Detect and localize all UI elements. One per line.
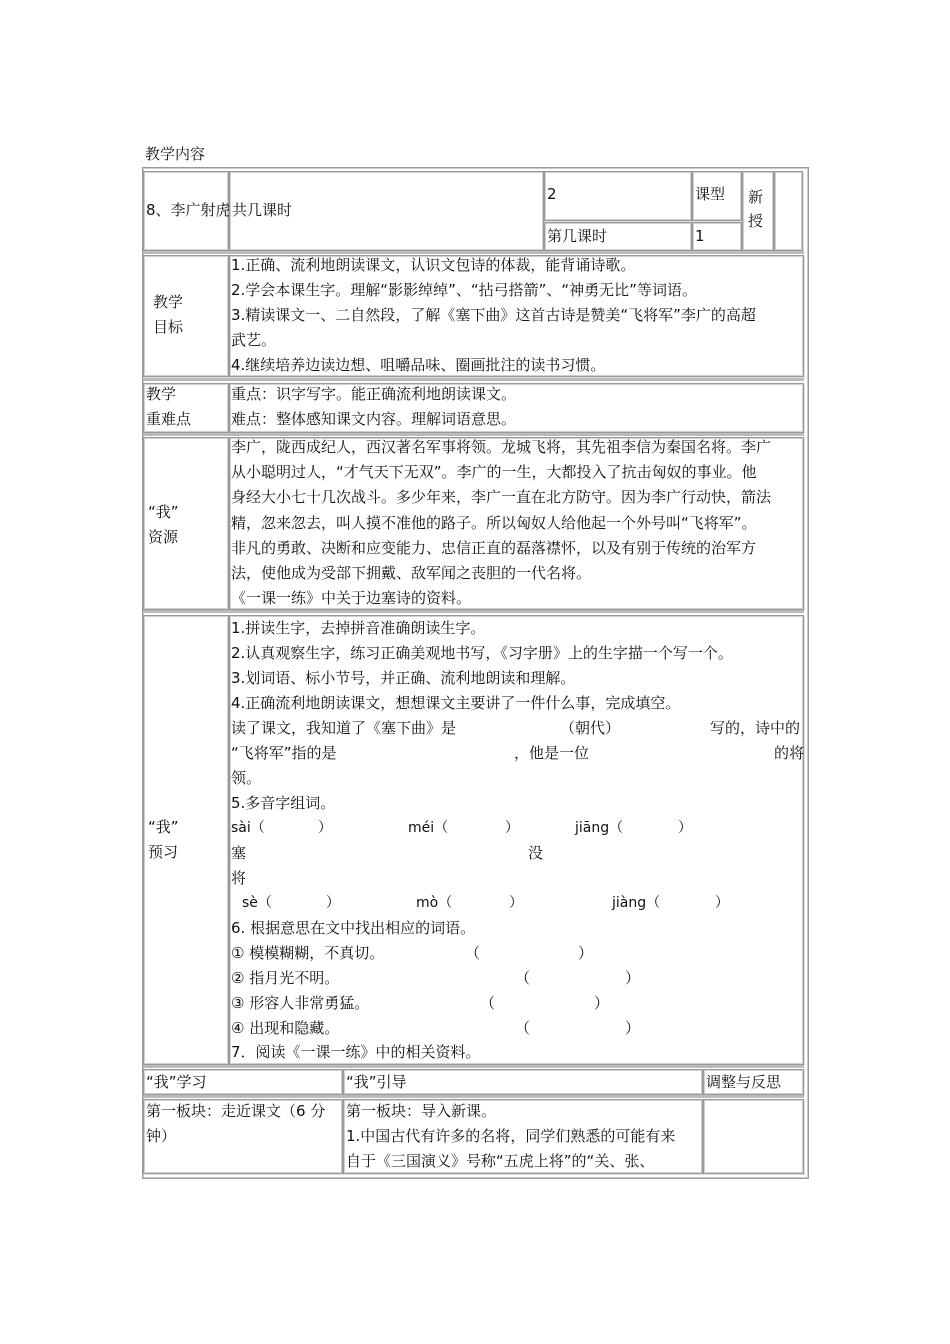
paren-close: ） bbox=[505, 820, 519, 836]
row-separator bbox=[143, 251, 804, 254]
goal-line: 2.学会本课生字。理解“影影绰绰”、“拈弓搭箭”、“神勇无比”等词语。 bbox=[231, 281, 697, 299]
paren-open: （ bbox=[480, 994, 496, 1012]
char-jiang: 将 bbox=[231, 869, 247, 887]
fill-blank-text: “飞将军”指的是 bbox=[231, 744, 337, 762]
paren-close: ） bbox=[318, 820, 332, 836]
resource-line: 精，忽来忽去，叫人摸不准他的路子。所以匈奴人给他起一个外号叫“飞将军”。 bbox=[231, 514, 757, 532]
goal-line: 3.精读课文一、二自然段，了解《塞下曲》这首古诗是赞美“飞将军”李广的高超 bbox=[231, 306, 756, 324]
row-separator bbox=[143, 1095, 804, 1098]
resource-line: 身经大小七十几次战斗。多少年来，李广一直在北方防守。因为李广行动快，箭法 bbox=[231, 488, 772, 506]
hard-point: 难点：整体感知课文内容。理解词语意思。 bbox=[231, 410, 517, 428]
row-separator bbox=[143, 433, 804, 436]
fill-blank-text: ，他是一位 bbox=[514, 744, 590, 762]
row-separator bbox=[143, 378, 804, 381]
goal-line: 武艺。 bbox=[231, 331, 277, 349]
paren-close: ） bbox=[326, 895, 340, 911]
paren-close: ） bbox=[678, 820, 692, 836]
resources-label-2: 资源 bbox=[148, 528, 179, 546]
learn-text: 钟） bbox=[146, 1127, 177, 1145]
pinyin-jiang-1: jiāng（ bbox=[575, 820, 624, 836]
preview-item: 7．阅读《一课一练》中的相关资料。 bbox=[231, 1043, 481, 1061]
key-point: 重点：识字写字。能正确流利地朗读课文。 bbox=[231, 385, 517, 403]
goals-label-1: 教学 bbox=[153, 293, 184, 311]
preview-item: 1.拼读生字，去掉拼音准确朗读生字。 bbox=[231, 619, 486, 637]
preview-label-1: “我” bbox=[148, 818, 179, 836]
section-heading: 教学内容 bbox=[145, 145, 206, 163]
fill-blank-text: 读了课文，我知道了《塞下曲》是 bbox=[231, 719, 457, 737]
reflect-header: 调整与反思 bbox=[706, 1073, 782, 1091]
lesson-type-value-2: 授 bbox=[748, 212, 764, 230]
resource-line: 从小聪明过人，“才气天下无双”。李广的一生，大都投入了抗击匈奴的事业。他 bbox=[231, 463, 757, 481]
paren-close: ） bbox=[625, 969, 641, 987]
cell-preview-label bbox=[143, 615, 229, 1065]
pinyin-mei: méi（ bbox=[408, 820, 449, 836]
resource-line: 李广，陇西成纪人，西汉著名军事将领。龙城飞将，其先祖李信为秦国名将。李广 bbox=[231, 438, 772, 456]
lesson-type-value-1: 新 bbox=[748, 188, 764, 206]
question: ④ 出现和隐藏。 bbox=[231, 1019, 340, 1037]
pinyin-sai: sài（ bbox=[231, 820, 265, 836]
preview-item: 6. 根据意思在文中找出相应的词语。 bbox=[231, 919, 476, 937]
which-lesson-label: 第几课时 bbox=[547, 227, 608, 245]
resource-line: 《一课一练》中关于边塞诗的资料。 bbox=[231, 589, 472, 607]
preview-item: 5.多音字组词。 bbox=[231, 794, 336, 812]
paren-open: （ bbox=[465, 944, 481, 962]
paren-close: ） bbox=[715, 895, 729, 911]
cell-total-value bbox=[544, 171, 692, 221]
which-lesson-value: 1 bbox=[695, 227, 705, 245]
learn-header: “我”学习 bbox=[146, 1073, 207, 1091]
pinyin-se: sè（ bbox=[242, 895, 272, 911]
resource-line: 法，使他成为受部下拥戴、敌军闻之丧胆的一代名将。 bbox=[231, 564, 592, 582]
difficulty-label-2: 重难点 bbox=[146, 410, 192, 428]
cell-goals-label bbox=[143, 255, 229, 377]
preview-item: 2.认真观察生字，练习正确美观地书写，《习字册》上的生字描一个写一个。 bbox=[231, 644, 733, 662]
total-lessons-label: 共几课时 bbox=[232, 201, 293, 219]
lesson-title: 8、李广射虎 bbox=[146, 201, 231, 219]
goals-label-2: 目标 bbox=[153, 318, 184, 336]
guide-text: 自于《三国演义》号称“五虎上将”的“关、张、 bbox=[346, 1152, 655, 1170]
resources-label-1: “我” bbox=[148, 503, 179, 521]
pinyin-mo: mò（ bbox=[416, 895, 453, 911]
guide-text: 1.中国古代有许多的名将，同学们熟悉的可能有来 bbox=[346, 1127, 676, 1145]
difficulty-label-1: 教学 bbox=[146, 385, 177, 403]
preview-item: 3.划词语、标小节号，并正确、流利地朗读和理解。 bbox=[231, 669, 576, 687]
lesson-type-label: 课型 bbox=[695, 185, 726, 203]
row-separator bbox=[143, 1065, 804, 1068]
fill-blank-text: 的将 bbox=[774, 744, 805, 762]
question: ② 指月光不明。 bbox=[231, 969, 340, 987]
paren-close: ） bbox=[625, 1019, 641, 1037]
preview-item: 4.正确流利地朗读课文，想想课文主要讲了一件什么事，完成填空。 bbox=[231, 694, 681, 712]
paren-open: （ bbox=[515, 1019, 531, 1037]
paren-close: ） bbox=[578, 944, 594, 962]
char-sai: 塞 bbox=[231, 844, 247, 862]
pinyin-jiang-2: jiàng（ bbox=[612, 895, 661, 911]
paren-close: ） bbox=[509, 895, 523, 911]
goal-line: 4.继续培养边读边想、咀嚼品味、圈画批注的读书习惯。 bbox=[231, 356, 606, 374]
paren-close: ） bbox=[594, 994, 610, 1012]
guide-header: “我”引导 bbox=[346, 1073, 407, 1091]
paren-open: （ bbox=[515, 969, 531, 987]
goal-line: 1.正确、流利地朗读课文，认识文包诗的体裁，能背诵诗歌。 bbox=[231, 256, 636, 274]
char-mei: 没 bbox=[528, 844, 544, 862]
total-lessons-value: 2 bbox=[547, 185, 557, 203]
cell-type-value bbox=[742, 171, 774, 251]
fill-blank-text: 领。 bbox=[231, 769, 262, 787]
fill-blank-text: 写的，诗中的 bbox=[710, 719, 801, 737]
resource-line: 非凡的勇敢、决断和应变能力、忠信正直的磊落襟怀，以及有别于传统的治军方 bbox=[231, 539, 757, 557]
question: ① 模模糊糊，不真切。 bbox=[231, 944, 385, 962]
fill-blank-text: （朝代） bbox=[560, 719, 621, 737]
guide-text: 第一板块：导入新课。 bbox=[346, 1102, 497, 1120]
question: ③ 形容人非常勇猛。 bbox=[231, 994, 370, 1012]
learn-text: 第一板块：走近课文（6 分 bbox=[146, 1102, 326, 1120]
cell-reflect-content bbox=[703, 1099, 804, 1174]
row-separator bbox=[143, 610, 804, 613]
preview-label-2: 预习 bbox=[148, 843, 179, 861]
cell-resources-label bbox=[143, 437, 229, 610]
cell-empty-right bbox=[774, 171, 803, 251]
